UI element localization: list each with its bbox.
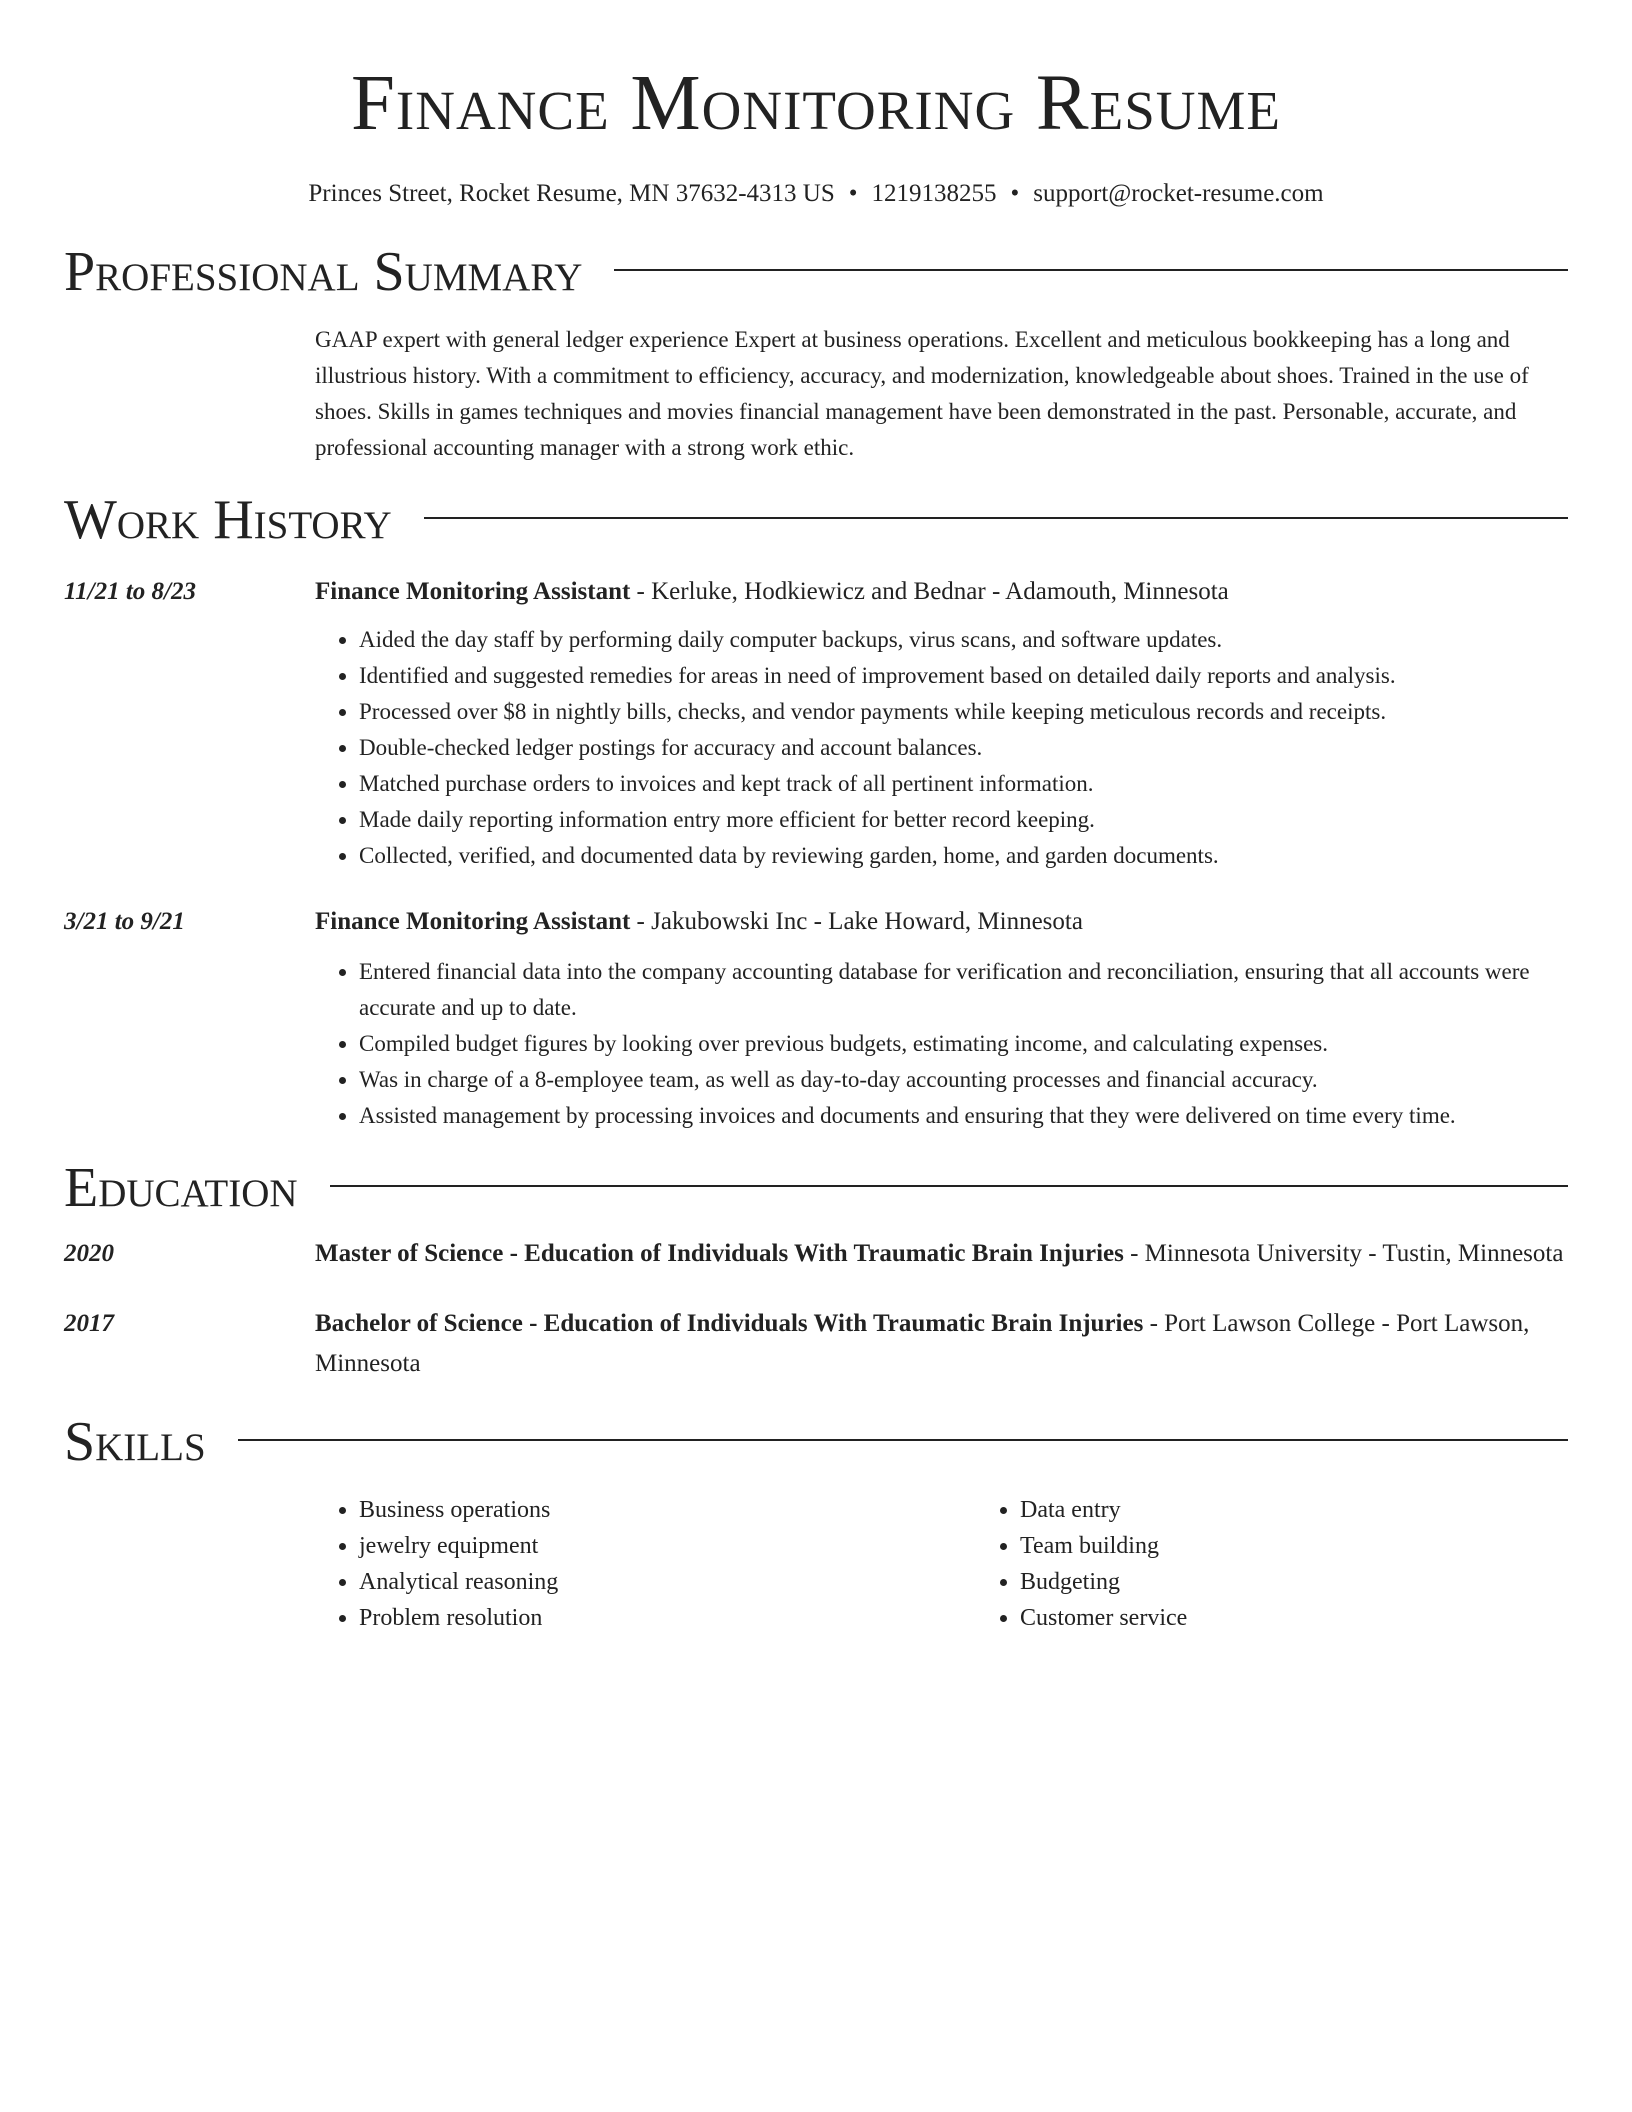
job-details: - Jakubowski Inc - Lake Howard, Minnesota xyxy=(630,908,1083,935)
job-date xyxy=(64,902,315,1134)
skill-item: • Business operations xyxy=(359,1492,976,1528)
list-item: • Matched purchase orders to invoices and kept track of all pertinent information. xyxy=(359,766,1568,802)
job-role: Finance Monitoring Assistant xyxy=(315,908,631,935)
list-item: • Was in charge of a 8-employee team, as well as day-to-day accounting processes and financial accuracy. xyxy=(359,1062,1568,1098)
education-heading xyxy=(315,1234,1568,1274)
job-bullets xyxy=(315,622,1568,874)
skill-item: • Customer service xyxy=(1020,1600,1632,1636)
summary-text: GAAP expert with general ledger experience Expert at business operations. Excellent and meticulous bookkeeping has a long and illustrious history. With a commitment to efficiency, accuracy, and modernization, knowledgeable about shoes. Trained in the use of shoes. Skills in games techniques and movies financial management have been demonstrated in the past. Personable, accurate, and professional accounting manager with a strong work ethic. xyxy=(315,327,1529,460)
skill-item: • Data entry xyxy=(1020,1492,1632,1528)
contact-separator: • xyxy=(1010,180,1020,207)
contact-address: Princes Street, Rocket Resume, MN 37632-4313 US xyxy=(308,180,835,207)
skill-item: • Budgeting xyxy=(1020,1564,1632,1600)
education-details: - Minnesota University - Tustin, Minnesota xyxy=(1123,1240,1564,1267)
skill-item: • Problem resolution xyxy=(359,1600,976,1636)
summary-left-column xyxy=(64,322,315,466)
skills-columns xyxy=(315,1492,1632,1636)
education-year: 2020 xyxy=(64,1240,114,1267)
section-title-summary: Professional Summary xyxy=(64,241,583,303)
job-entry xyxy=(64,902,1568,1134)
education-degree: Bachelor of Science - Education of Individuals With Traumatic Brain Injuries xyxy=(315,1310,1144,1337)
skills-left-spacer xyxy=(64,1492,315,1636)
contact-phone: 1219138255 xyxy=(871,180,997,207)
contact-email: support@rocket-resume.com xyxy=(1033,180,1324,207)
contact-line xyxy=(64,178,1568,210)
education-entry xyxy=(64,1234,1568,1274)
section-title-work: Work History xyxy=(64,489,392,551)
job-body xyxy=(315,902,1568,1134)
section-header-summary xyxy=(64,240,1568,304)
resume-header xyxy=(64,0,1568,210)
education-details: - Port Lawson College - Port Lawson, Minnesota xyxy=(315,1310,1530,1377)
list-item: • Processed over $8 in nightly bills, checks, and vendor payments while keeping meticulous records and receipts. xyxy=(359,694,1568,730)
list-item: • Aided the day staff by performing daily computer backups, virus scans, and software updates. xyxy=(359,622,1568,658)
resume-title: Finance Monitoring Resume xyxy=(350,60,1282,147)
list-item: • Collected, verified, and documented data by reviewing garden, home, and garden documents. xyxy=(359,838,1568,874)
job-details: - Kerluke, Hodkiewicz and Bednar - Adamouth, Minnesota xyxy=(630,578,1229,605)
list-item: • Double-checked ledger postings for accuracy and account balances. xyxy=(359,730,1568,766)
section-header-education xyxy=(64,1156,1568,1220)
section-title-skills: Skills xyxy=(64,1411,206,1473)
education-body xyxy=(315,1304,1568,1384)
section-title-education: Education xyxy=(64,1157,298,1219)
contact-separator: • xyxy=(848,180,858,207)
education-entry xyxy=(64,1304,1568,1384)
education-year-column xyxy=(64,1304,315,1384)
section-divider xyxy=(424,517,1568,519)
education-degree: Master of Science - Education of Individuals With Traumatic Brain Injuries xyxy=(315,1240,1124,1267)
job-entry xyxy=(64,572,1568,874)
section-divider xyxy=(614,269,1568,271)
job-dates: 3/21 to 9/21 xyxy=(64,908,185,935)
skill-item: • jewelry equipment xyxy=(359,1528,976,1564)
job-heading xyxy=(315,902,1568,942)
list-item: • Made daily reporting information entry more efficient for better record keeping. xyxy=(359,802,1568,838)
education-year-column xyxy=(64,1234,315,1274)
summary-right-column xyxy=(315,322,1568,466)
job-heading xyxy=(315,572,1568,612)
skill-item: • Team building xyxy=(1020,1528,1632,1564)
list-item: • Identified and suggested remedies for areas in need of improvement based on detailed daily reports and analysis. xyxy=(359,658,1568,694)
list-item: • Entered financial data into the company accounting database for verification and reconciliation, ensuring that all accounts were accurate and up to date. xyxy=(359,954,1568,1026)
skills-list-right xyxy=(976,1492,1632,1636)
job-bullets xyxy=(315,954,1568,1134)
list-item: • Compiled budget figures by looking over previous budgets, estimating income, and calculating expenses. xyxy=(359,1026,1568,1062)
job-role: Finance Monitoring Assistant xyxy=(315,578,631,605)
education-body xyxy=(315,1234,1568,1274)
list-item: • Assisted management by processing invoices and documents and ensuring that they were delivered on time every time. xyxy=(359,1098,1568,1134)
section-header-skills xyxy=(64,1410,1568,1474)
education-year: 2017 xyxy=(64,1310,114,1337)
job-body xyxy=(315,572,1568,874)
education-heading xyxy=(315,1304,1568,1384)
section-divider xyxy=(330,1185,1568,1187)
job-date xyxy=(64,572,315,874)
skill-item: • Analytical reasoning xyxy=(359,1564,976,1600)
summary-row xyxy=(64,322,1568,466)
section-header-work xyxy=(64,488,1568,552)
skills-list-left xyxy=(315,1492,976,1636)
skills-row xyxy=(64,1492,1568,1636)
job-dates: 11/21 to 8/23 xyxy=(64,578,196,605)
section-divider xyxy=(238,1439,1568,1441)
